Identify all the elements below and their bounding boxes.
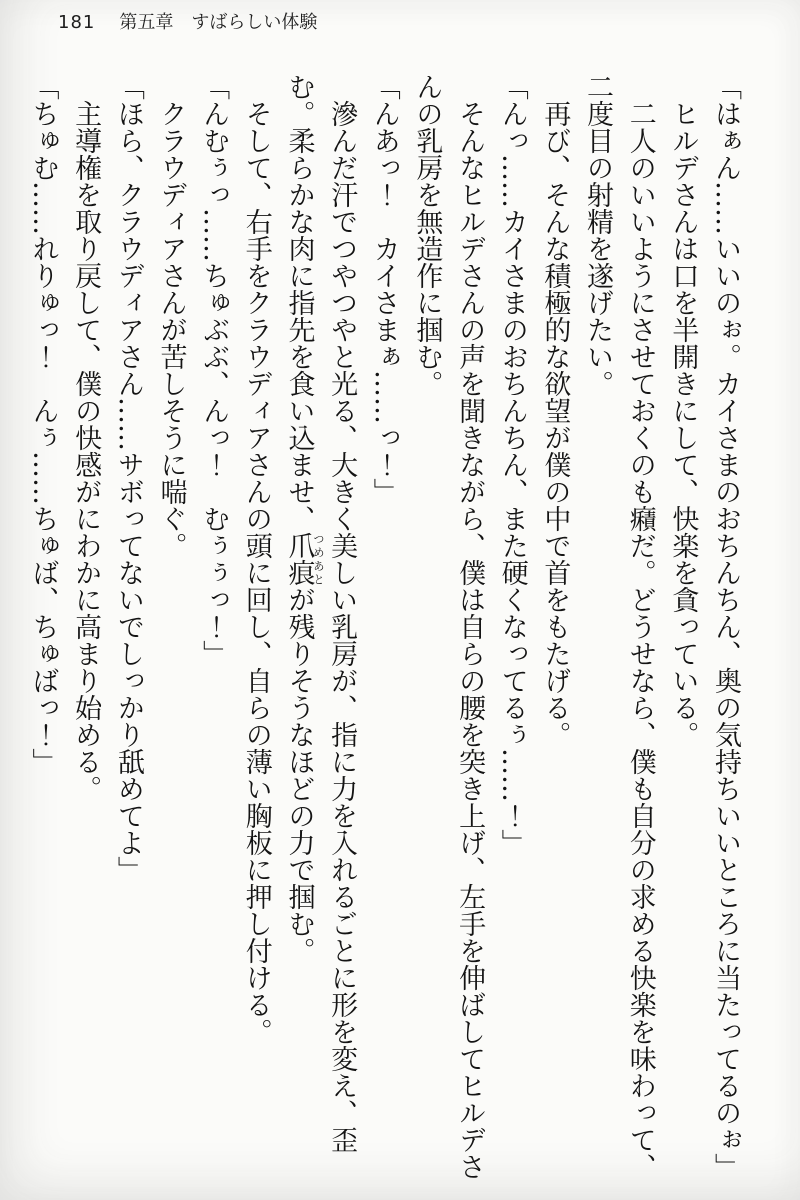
narration-paragraph: クラウディアさんが苦しそうに喘ぐ。 (155, 100, 187, 559)
vertical-text-block (21, 73, 746, 1181)
dialogue-paragraph: 「んあっ！ カイさまぁ……っ！」 (368, 73, 400, 505)
narration-paragraph: 主導権を取り戻して、僕の快感がにわかに高まり始める。 (70, 100, 102, 802)
running-header (58, 8, 317, 34)
dialogue-paragraph: 「んむぅっ……ちゅぶぶ、んっ！ むぅぅっ！」 (198, 73, 230, 667)
ruby-annotation: 爪痕つめあと (283, 532, 326, 586)
narration-paragraph: そんなヒルデさんの声を聞きながら、僕は自らの腰を突き上げ、左手を伸ばしてヒルデさんの乳房を無造作に掴む。 (411, 73, 486, 1180)
dialogue-paragraph: 「はぁん……いいのぉ。カイさまのおちんちん、奥の気持ちいいところに当たってるのぉ」 (710, 73, 741, 1180)
narration-paragraph: 滲んだ汗でつやつやと光る、大きく美しい乳房が、指に力を入れるごとに形を変え、歪む。柔らかな肉に指先を食い込ませ、爪痕つめあとが残りそうなほどの力で掴む。 (283, 73, 358, 1153)
narration-paragraph: 再び、そんな積極的な欲望が僕の中で首をもたげる。 (539, 100, 571, 748)
narration-paragraph: ヒルデさんは口を半開きにして、快楽を貪っている。 (667, 100, 699, 748)
dialogue-paragraph: 「んっ……カイさまのおちんちん、また硬くなってるぅ……！」 (496, 73, 528, 856)
page-number: 181 (58, 12, 96, 33)
dialogue-paragraph: 「ほら、クラウディアさん……サボってないでしっかり舐めてよ」 (112, 73, 144, 883)
narration-paragraph: そして、右手をクラウディアさんの頭に回し、自らの薄い胸板に押し付ける。 (240, 100, 272, 1045)
narration-paragraph: 二人のいいようにさせておくのも癪だ。どうせなら、僕も自分の求める快楽を味わって、二度目の射精を遂げたい。 (582, 73, 656, 1180)
dialogue-paragraph: 「ちゅむ……れりゅっ！ んぅ……ちゅば、ちゅばっ！」 (27, 73, 59, 775)
chapter-title: 第五章 すばらしい体験 (119, 12, 318, 33)
